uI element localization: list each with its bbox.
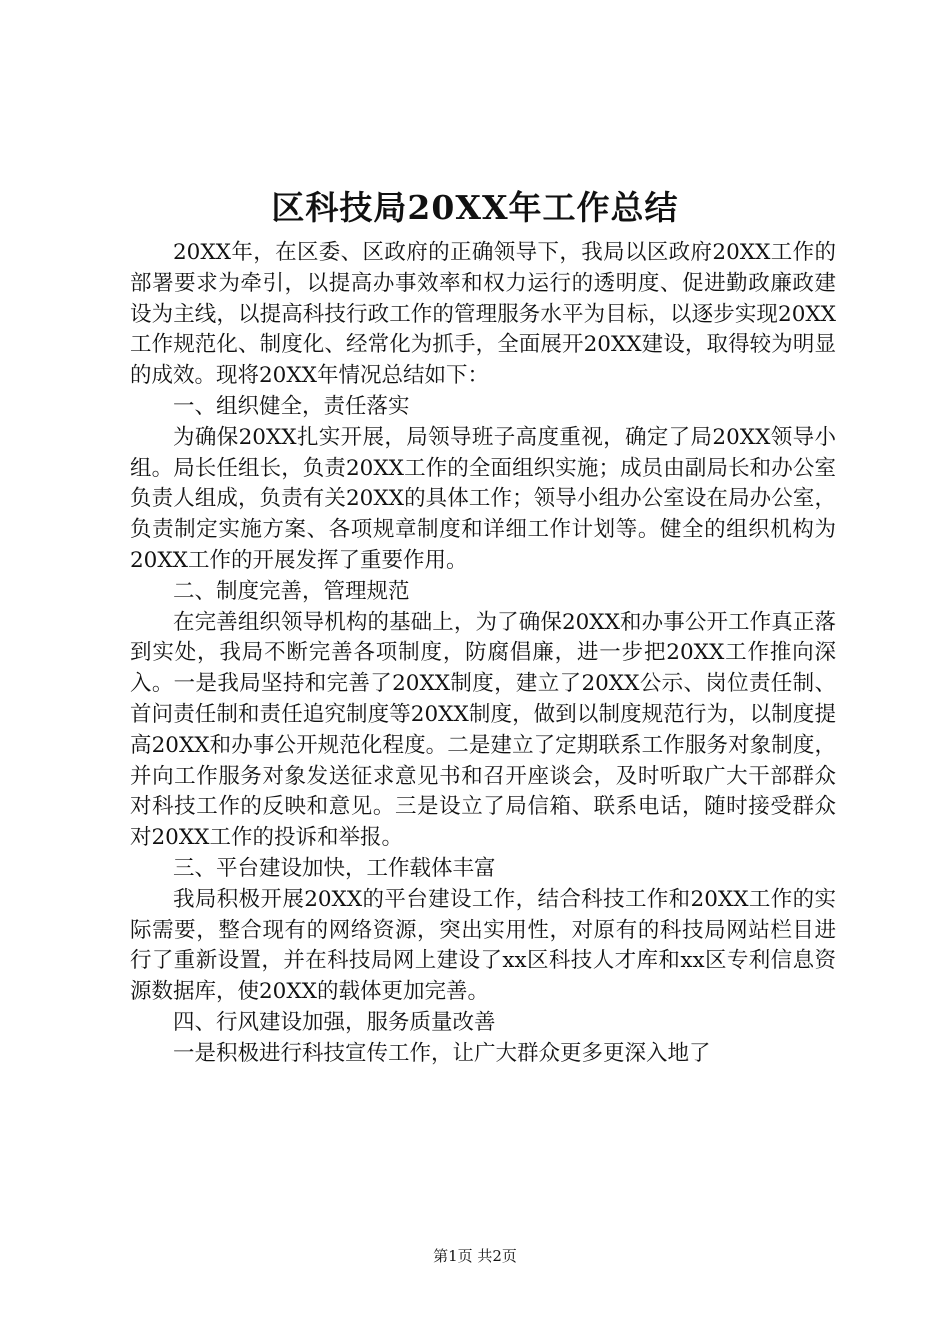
section-paragraph-3: 我局积极开展20XX的平台建设工作，结合科技工作和20XX工作的实际需要，整合现有的网络资源，突出实用性，对原有的科技局网站栏目进行了重新设置，并在科技局网上建设了xx区科技人才库和xx区专利信息资源数据库，使20XX的载体更加完善。 [130, 886, 836, 1005]
page-number-footer: 第1页 共2页 [433, 1247, 517, 1265]
section-paragraph-4: 一是积极进行科技宣传工作，让广大群众更多更深入地了 [173, 1040, 711, 1066]
intro-paragraph: 20XX年，在区委、区政府的正确领导下，我局以区政府20XX工作的部署要求为牵引，以提高办事效率和权力运行的透明度、促进勤政廉政建设为主线，以提高科技行政工作的管理服务水平为目标，以逐步实现20XX工作规范化、制度化、经常化为抓手，全面展开20XX建设，取得较为明显的成效。现将20XX年情况总结如下： [130, 240, 836, 389]
page-title: 区科技局20XX年工作总结 [271, 188, 679, 227]
section-heading-4: 四、行风建设加强，服务质量改善 [173, 1009, 496, 1035]
section-heading-1: 一、组织健全，责任落实 [173, 393, 410, 419]
document-body [130, 238, 836, 1070]
section-heading-2: 二、制度完善，管理规范 [173, 578, 410, 604]
section-heading-3: 三、平台建设加快，工作载体丰富 [173, 855, 496, 881]
section-paragraph-1: 为确保20XX扎实开展，局领导班子高度重视，确定了局20XX领导小组。局长任组长，负责20XX工作的全面组织实施；成员由副局长和办公室负责人组成，负责有关20XX的具体工作；领导小组办公室设在局办公室，负责制定实施方案、各项规章制度和详细工作计划等。健全的组织机构为20XX工作的开展发挥了重要作用。 [130, 424, 836, 573]
section-paragraph-2: 在完善组织领导机构的基础上，为了确保20XX和办事公开工作真正落到实处，我局不断完善各项制度，防腐倡廉，进一步把20XX工作推向深入。一是我局坚持和完善了20XX制度，建立了20XX公示、岗位责任制、首问责任制和责任追究制度等20XX制度，做到以制度规范行为，以制度提高20XX和办事公开规范化程度。二是建立了定期联系工作服务对象制度，并向工作服务对象发送征求意见书和召开座谈会，及时听取广大干部群众对科技工作的反映和意见。三是设立了局信箱、联系电话，随时接受群众对20XX工作的投诉和举报。 [130, 609, 836, 851]
